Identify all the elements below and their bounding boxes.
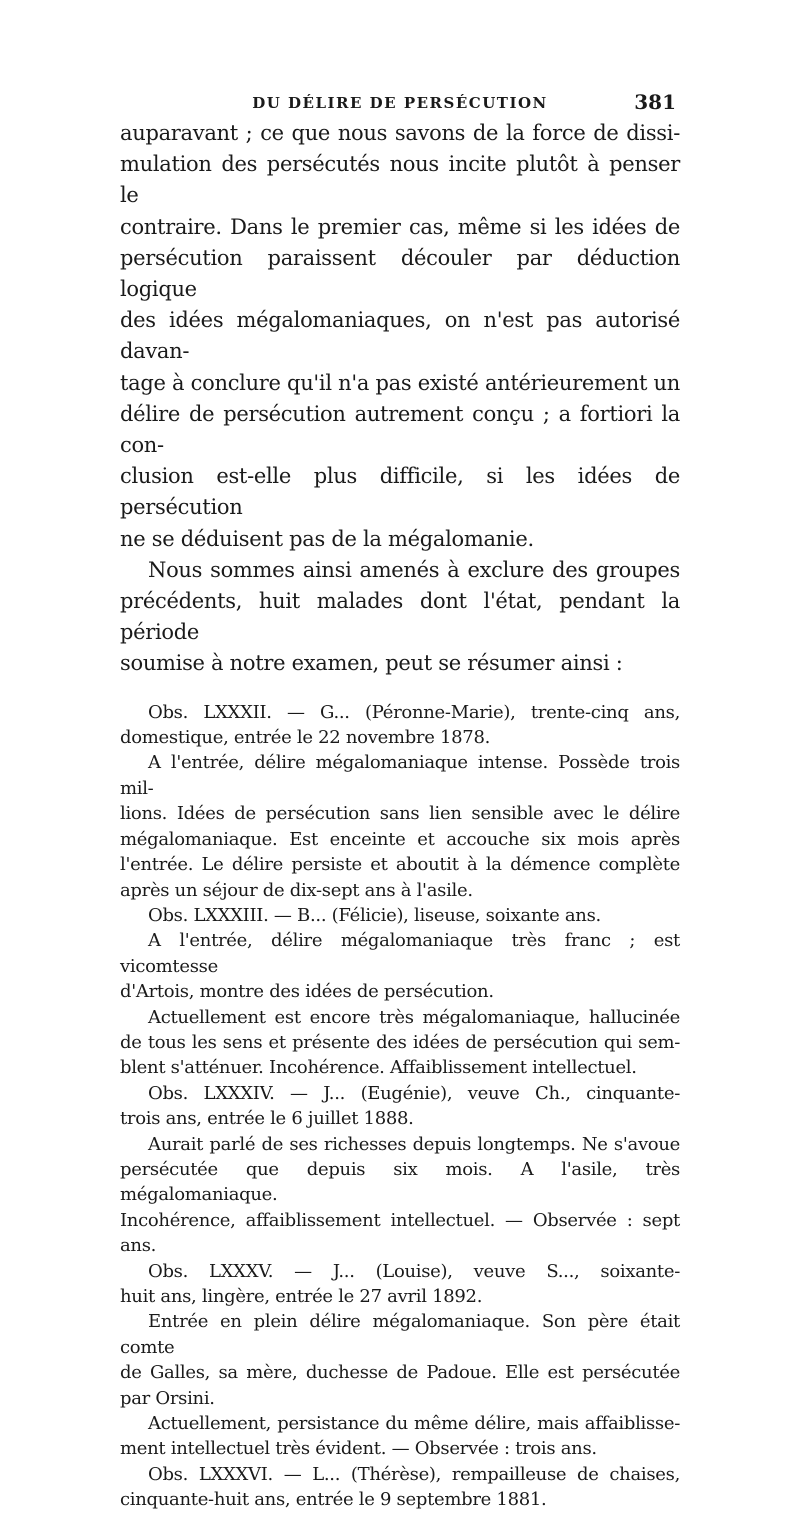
text-line: lions. Idées de persécution sans lien sensible avec le délire — [120, 803, 680, 825]
text-line: domestique, entrée le 22 novembre 1878. — [120, 727, 491, 749]
text-line: de Galles, sa mère, duchesse de Padoue. Elle est persécutée — [120, 1362, 680, 1384]
text-line: Actuellement, persistance du même délire, mais affaiblisse- — [148, 1413, 680, 1435]
summary-paragraph — [120, 555, 680, 680]
text-line: blent s'atténuer. Incohérence. Affaiblissement intellectuel. — [120, 1057, 637, 1079]
observations-list — [120, 700, 680, 1513]
text-line: A l'entrée, délire mégalomaniaque très franc ; est vicomtesse — [120, 930, 680, 977]
text-line: Aurait parlé de ses richesses depuis longtemps. Ne s'avoue — [148, 1133, 680, 1155]
section-gap — [120, 680, 680, 700]
text-line: des idées mégalomaniaques, on n'est pas autorisé davan- — [120, 308, 680, 364]
obs-heading-line: Obs. LXXXVI. — L... (Thérèse), rempailleuse de chaises, — [148, 1463, 680, 1485]
text-line: après un séjour de dix-sept ans à l'asile. — [120, 879, 473, 901]
text-line: persécutée que depuis six mois. A l'asile, très mégalomaniaque. — [120, 1158, 680, 1206]
text-line: contraire. Dans le premier cas, même si les idées de — [120, 214, 680, 239]
text-line: ne se déduisent pas de la mégalomanie. — [120, 526, 534, 551]
text-line: d'Artois, montre des idées de persécution. — [120, 981, 494, 1003]
text-line: Nous sommes ainsi amenés à exclure des groupes — [148, 557, 680, 582]
text-line: délire de persécution autrement conçu ; a fortiori la con- — [120, 401, 680, 458]
text-line: ment intellectuel très évident. — Observée : trois ans. — [120, 1438, 597, 1460]
text-line: persécution paraissent découler par déduction logique — [120, 245, 680, 302]
text-line: Entrée en plein délire mégalomaniaque. Son père était comte — [120, 1311, 680, 1358]
text-line: cinquante-huit ans, entrée le 9 septembre 1881. — [120, 1489, 547, 1511]
text-line: l'entrée. Le délire persiste et aboutit à la démence complète — [120, 854, 680, 876]
text-line: clusion est-elle plus difficile, si les idées de persécution — [120, 464, 680, 520]
text-line: mégalomaniaque. Est enceinte et accouche six mois après — [120, 828, 680, 850]
text-line: Incohérence, affaiblissement intellectuel. — Observée : sept ans. — [120, 1209, 680, 1257]
obs-heading-line: Obs. LXXXIII. — B... (Félicie), liseuse, soixante ans. — [148, 904, 601, 926]
text-line: trois ans, entrée le 6 juillet 1888. — [120, 1108, 414, 1130]
text-line: huit ans, lingère, entrée le 27 avril 1892. — [120, 1286, 483, 1307]
obs-heading-line: Obs. LXXXIV. — J... (Eugénie), veuve Ch., cinquante- — [148, 1082, 680, 1104]
text-line: précédents, huit malades dont l'état, pendant la période — [120, 589, 680, 645]
text-line: soumise à notre examen, peut se résumer ainsi : — [120, 651, 623, 676]
obs-heading-line: Obs. LXXXV. — J... (Louise), veuve S..., soixante- — [148, 1260, 680, 1282]
text-line: Actuellement est encore très mégalomaniaque, hallucinée — [148, 1006, 680, 1028]
text-line: mulation des persécutés nous incite plutôt à penser le — [120, 152, 680, 208]
page-number: 381 — [634, 90, 676, 114]
running-head: DU DÉLIRE DE PERSÉCUTION — [252, 94, 548, 112]
page-header — [120, 90, 680, 116]
obs-heading-line: Obs. LXXXII. — G... (Péronne-Marie), trente-cinq ans, — [148, 701, 680, 723]
text-line: A l'entrée, délire mégalomaniaque intense. Possède trois mil- — [120, 752, 680, 799]
intro-paragraph — [120, 118, 680, 555]
text-line: tage à conclure qu'il n'a pas existé antérieurement un — [120, 370, 680, 395]
text-line: auparavant ; ce que nous savons de la force de dissi- — [120, 121, 680, 145]
text-line: de tous les sens et présente des idées de persécution qui sem- — [120, 1031, 680, 1053]
text-line: par Orsini. — [120, 1387, 215, 1409]
page-body — [120, 118, 680, 1513]
